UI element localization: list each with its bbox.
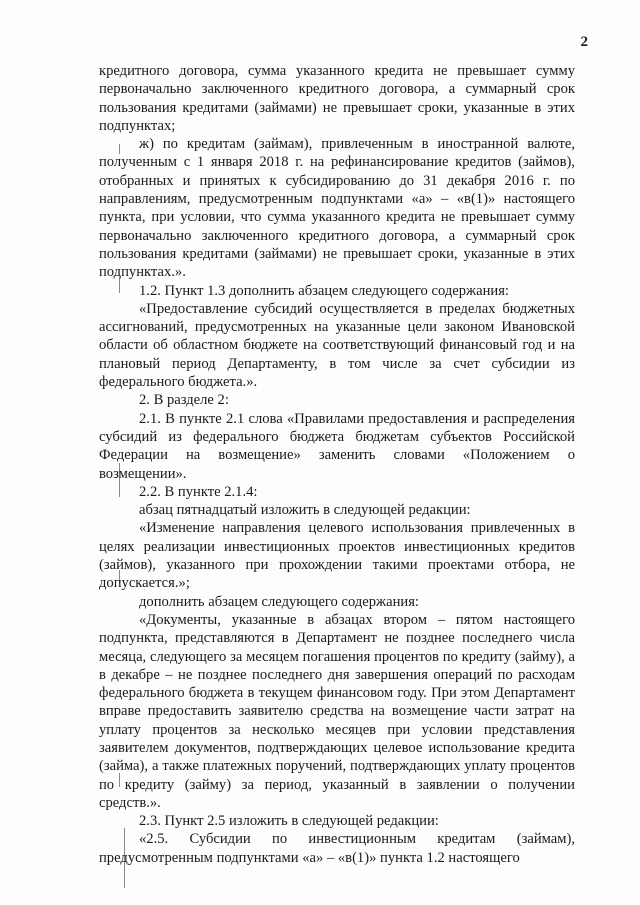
paragraph: 2. В разделе 2:: [139, 392, 229, 409]
paragraph: 1.2. Пункт 1.3 дополнить абзацем следующего содержания:: [139, 282, 509, 299]
paragraph: «Документы, указанные в абзацах втором – пятом настоящего подпункта, представляются в Департамент не позднее последнего числа месяца, следующего за месяцем погашения процентов по кредиту (займу), а в декабре – не позднее последнего дня завершения операций по расходам федерального бюджета в текущем финансовом году. При этом Департамент вправе предоставить заявителю средства на возмещение части затрат на уплату процентов за несколько месяцев при условии представления заявителем документов, подтверждающих целевое использование кредита (займа), а также платежных поручений, подтверждающих уплату процентов по кредиту (займу) за период, указанный в заявлении о получении средств.».: [99, 611, 575, 811]
paragraph: «Предоставление субсидий осуществляется в пределах бюджетных ассигнований, предусмотренных на указанные цели законом Ивановской области об областном бюджете на соответствующий финансовый год и на плановый период Департаменту, в том числе за счет субсидии из федерального бюджета.».: [99, 300, 575, 391]
page-number: 2: [580, 34, 588, 50]
paragraph: 2.2. В пункте 2.1.4:: [139, 483, 258, 500]
paragraph: ж) по кредитам (займам), привлеченным в иностранной валюте, полученным с 1 января 2018 г. на рефинансирование кредитов (займов), отобранных и принятых к субсидированию до 31 декабря 2016 г. по направлениям, предусмотренным подпунктами «а» – «в(1)» настоящего пункта, при условии, что сумма указанного кредита не превышает сумму первоначально заключенного кредитного договора, а суммарный срок пользования кредитами (займами) не превышает сроки, указанные в этих подпунктах.».: [99, 136, 575, 281]
paragraph: 2.3. Пункт 2.5 изложить в следующей редакции:: [139, 813, 439, 830]
paragraph: 2.1. В пункте 2.1 слова «Правилами предоставления и распределения субсидий из федерального бюджета бюджетам субъектов Российской Федерации на возмещение» заменить словами «Положением о возмещении».: [99, 410, 575, 482]
paragraph: «2.5. Субсидии по инвестиционным кредитам (займам), предусмотренным подпунктами «а» – «в(1)» пункта 1.2 настоящего: [99, 831, 575, 866]
paragraph: кредитного договора, сумма указанного кредита не превышает сумму первоначально заключенного кредитного договора, а суммарный срок пользования кредитами (займами) не превышает сроки, указанные в этих подпунктах;: [99, 63, 575, 134]
paragraph: абзац пятнадцатый изложить в следующей редакции:: [139, 502, 471, 519]
paragraph: дополнить абзацем следующего содержания:: [139, 593, 419, 610]
body-text: [99, 62, 575, 867]
paragraph: «Изменение направления целевого использования привлеченных в целях реализации инвестиционных проектов инвестиционных кредитов (займов), указанного при прохождении такими проектами отбора, не допускается.»;: [99, 520, 575, 592]
